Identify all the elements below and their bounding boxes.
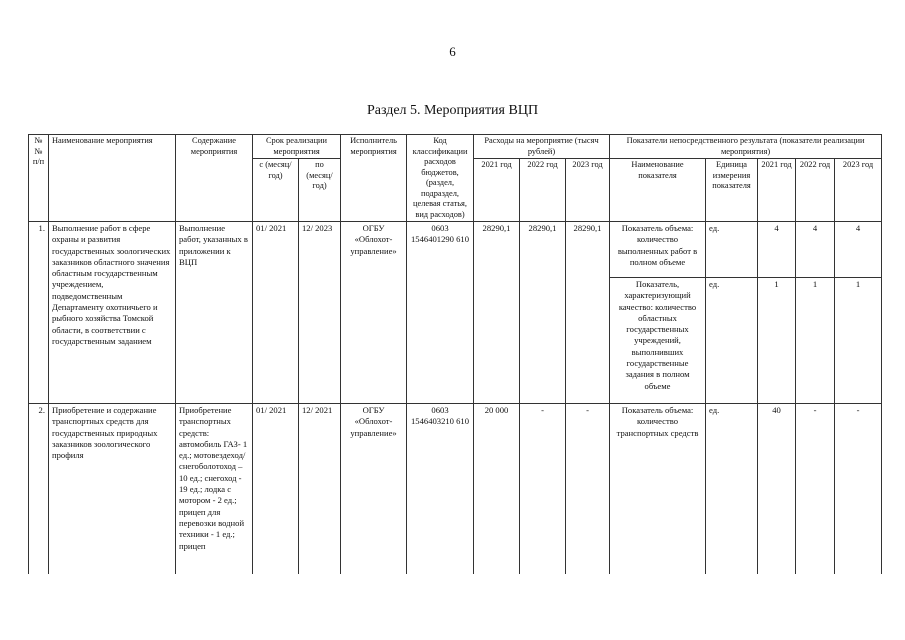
indicator-name: Показатель, характеризующий качество: количество областных государственных учреждений, выполнивших государственные задания в полном объеме xyxy=(610,278,706,404)
row-executor: ОГБУ «Облохот-управление» xyxy=(341,222,407,404)
header-row-1 xyxy=(29,135,882,159)
header-name: Наименование мероприятия xyxy=(49,135,176,222)
indicator-name: Показатель объема: количество транспортных средств xyxy=(610,404,706,574)
indicator-2023: - xyxy=(835,404,882,574)
table-row xyxy=(29,222,882,278)
indicator-2021: 4 xyxy=(758,222,796,278)
page-number: 6 xyxy=(449,44,456,59)
row-code: 0603 1546403210 610 xyxy=(407,404,474,574)
indicator-2021: 40 xyxy=(758,404,796,574)
indicator-2022: 4 xyxy=(796,222,835,278)
header-term-from: с (месяц/ год) xyxy=(253,159,299,222)
indicator-2021: 1 xyxy=(758,278,796,404)
activities-table xyxy=(28,134,882,574)
row-content: Выполнение работ, указанных в приложении к ВЦП xyxy=(176,222,253,404)
indicator-2023: 4 xyxy=(835,222,882,278)
row-executor: ОГБУ «Облохот-управление» xyxy=(341,404,407,574)
table-row xyxy=(29,404,882,574)
header-num: №№ п/п xyxy=(29,135,49,222)
indicator-unit: ед. xyxy=(706,278,758,404)
row-content: Приобретение транспортных средств: автомобиль ГАЗ- 1 ед.; мотовездеход/снегоболотоход – 10 ед.; снегоход - 19 ед.; лодка с мотором - 2 ед.; прицеп для перевозки водной техники - 1 ед.; прицеп xyxy=(176,404,253,574)
header-indicators: Показатели непосредственного результата (показатели реализации мероприятия) xyxy=(610,135,882,159)
indicator-2022: - xyxy=(796,404,835,574)
header-exp-2022: 2022 год xyxy=(520,159,566,222)
row-exp-2021: 28290,1 xyxy=(474,222,520,404)
header-executor: Исполнитель мероприятия xyxy=(341,135,407,222)
header-indicator-name: Наименование показателя xyxy=(610,159,706,222)
row-from: 01/ 2021 xyxy=(253,404,299,574)
header-term: Срок реализации мероприятия xyxy=(253,135,341,159)
header-exp-2023: 2023 год xyxy=(566,159,610,222)
row-name: Выполнение работ в сфере охраны и развития государственных зоологических заказников областного значения областным государственным учреждением, подведомственным Департаменту охотничьего и рыбного хозяйства Томской области, в соответствии с государственным заданием xyxy=(49,222,176,404)
row-num: 2. xyxy=(29,404,49,574)
header-content: Содержание мероприятия xyxy=(176,135,253,222)
row-to: 12/ 2021 xyxy=(299,404,341,574)
row-code: 0603 1546401290 610 xyxy=(407,222,474,404)
header-exp-2021: 2021 год xyxy=(474,159,520,222)
row-to: 12/ 2023 xyxy=(299,222,341,404)
header-unit: Единица измерения показателя xyxy=(706,159,758,222)
indicator-2022: 1 xyxy=(796,278,835,404)
row-name: Приобретение и содержание транспортных средств для государственных природных заказников зоологического профиля xyxy=(49,404,176,574)
section-title: Раздел 5. Мероприятия ВЦП xyxy=(366,103,539,118)
indicator-unit: ед. xyxy=(706,404,758,574)
row-exp-2023: 28290,1 xyxy=(566,222,610,404)
header-expenses: Расходы на мероприятие (тысяч рублей) xyxy=(474,135,610,159)
indicator-name: Показатель объема: количество выполненных работ в полном объеме xyxy=(610,222,706,278)
row-exp-2021: 20 000 xyxy=(474,404,520,574)
row-exp-2022: 28290,1 xyxy=(520,222,566,404)
header-term-to: по (месяц/ год) xyxy=(299,159,341,222)
indicator-unit: ед. xyxy=(706,222,758,278)
header-ind-2021: 2021 год xyxy=(758,159,796,222)
header-code: Код классификации расходов бюджетов, (раздел, подраздел, целевая статья, вид расходов) xyxy=(407,135,474,222)
header-ind-2022: 2022 год xyxy=(796,159,835,222)
row-num: 1. xyxy=(29,222,49,404)
row-exp-2022: - xyxy=(520,404,566,574)
row-from: 01/ 2021 xyxy=(253,222,299,404)
row-exp-2023: - xyxy=(566,404,610,574)
indicator-2023: 1 xyxy=(835,278,882,404)
header-ind-2023: 2023 год xyxy=(835,159,882,222)
